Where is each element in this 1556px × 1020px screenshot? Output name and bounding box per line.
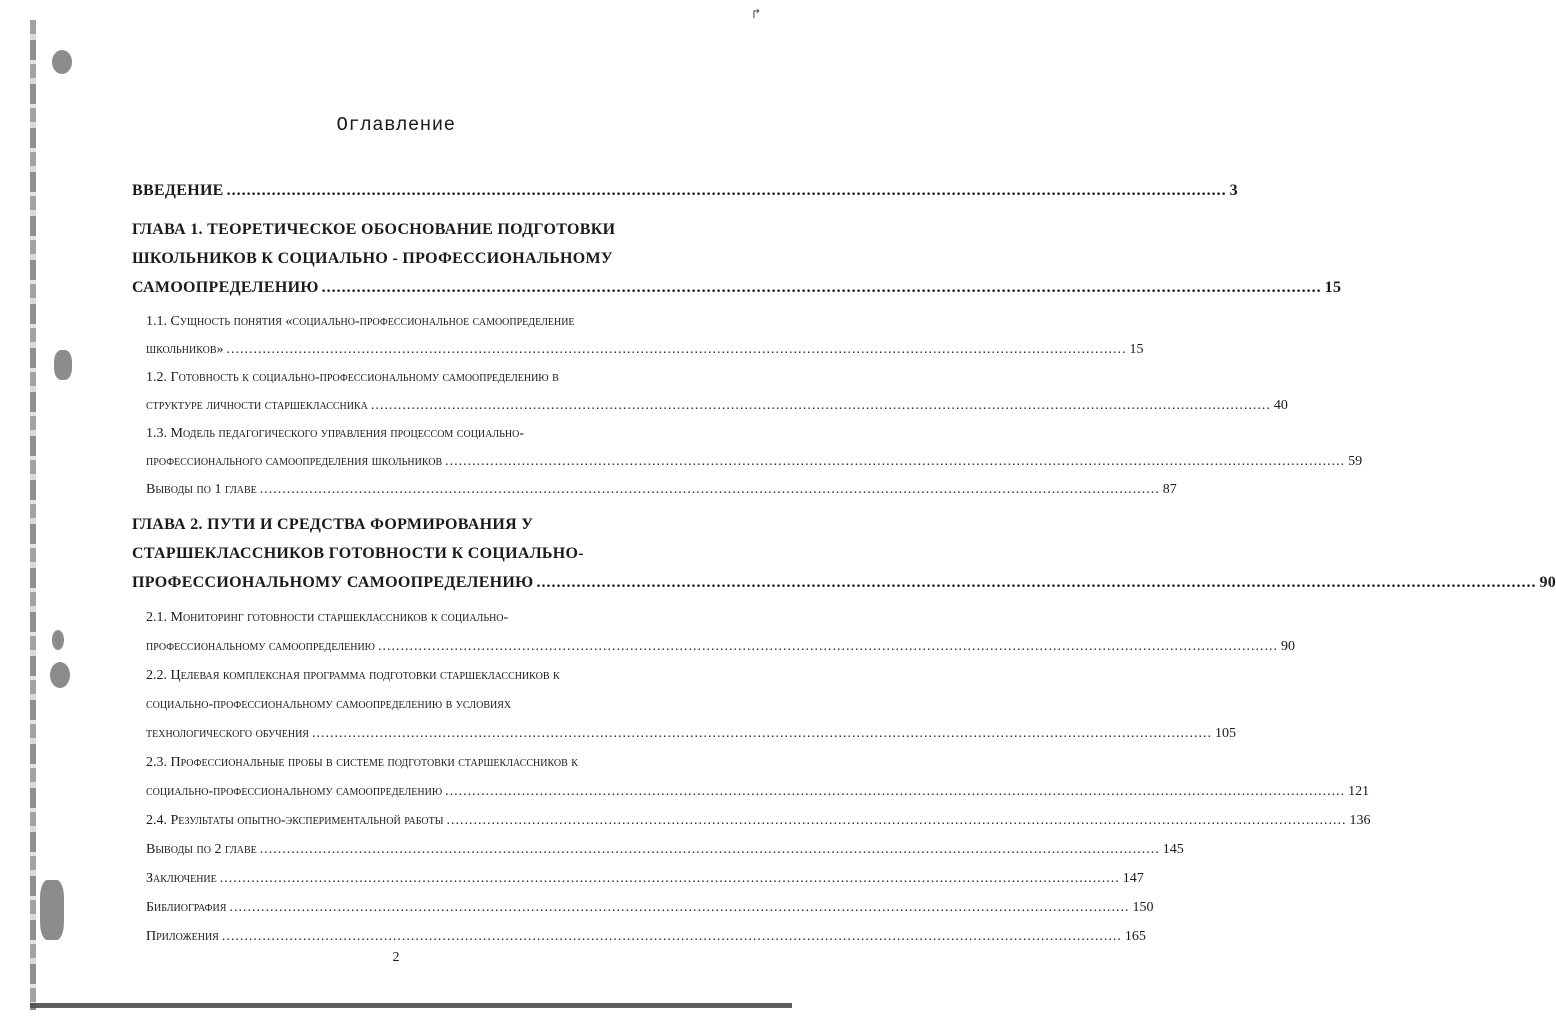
dot-leader: ........................................................................................................................................................................................................ — [370, 398, 1271, 413]
punch-hole-top — [52, 50, 72, 74]
toc-page-number: 136 — [1349, 813, 1371, 828]
toc-entry-text: 1.1. Сущность понятия «социально-профессиональное самоопределение — [146, 314, 575, 329]
toc-page-number: 105 — [1214, 726, 1236, 741]
scan-smudge — [54, 350, 72, 380]
toc-page-number: 121 — [1348, 784, 1370, 799]
toc-entry-conclusions-1 — [146, 476, 1177, 504]
toc-entry-text: 2.2. Целевая комплексная программа подготовки старшеклассников к — [146, 668, 560, 683]
toc-page-number: 59 — [1348, 454, 1363, 469]
dot-leader: ........................................................................................................................................................................................................ — [536, 574, 1537, 591]
dot-leader: ........................................................................................................................................................................................................ — [259, 842, 1160, 857]
toc-entry-text: ГЛАВА 1. ТЕОРЕТИЧЕСКОЕ ОБОСНОВАНИЕ ПОДГОТОВКИ — [132, 221, 616, 238]
toc-entry-text: Приложения — [146, 929, 219, 944]
toc-page-number: 3 — [1229, 182, 1238, 199]
dot-leader: ........................................................................................................................................................................................................ — [445, 454, 1346, 469]
toc-entry-text: Библиография — [146, 900, 227, 915]
toc-entry-section-2-3 — [146, 748, 1370, 806]
toc-page-number: 150 — [1132, 900, 1154, 915]
page-title: Оглавление — [336, 114, 456, 136]
dot-leader: ........................................................................................................................................................................................................ — [229, 900, 1130, 915]
toc-entry-text: социально-профессиональному самоопределению в условиях — [146, 697, 512, 712]
toc-page-number: 147 — [1122, 871, 1144, 886]
toc-entry-text: технологического обучения — [146, 726, 309, 741]
toc-entry-text: структуре личности старшеклассника — [146, 398, 368, 413]
toc-entry-text: социально-профессиональному самоопределению — [146, 784, 443, 799]
toc-entry-section-2-4 — [146, 806, 1371, 835]
toc-entry-text: Выводы по 2 главе — [146, 842, 257, 857]
toc-entry-text: 2.1. Мониторинг готовности старшеклассников к социально- — [146, 610, 509, 625]
dot-leader: ........................................................................................................................................................................................................ — [221, 929, 1122, 944]
toc-entry-text: 2.4. Результаты опытно-экспериментальной работы — [146, 813, 444, 828]
toc-entry-text: САМООПРЕДЕЛЕНИЮ — [132, 279, 319, 296]
toc-page-number: 90 — [1539, 574, 1556, 591]
dot-leader: ........................................................................................................................................................................................................ — [226, 182, 1227, 199]
table-of-contents — [132, 176, 1556, 951]
toc-entry-text: СТАРШЕКЛАССНИКОВ ГОТОВНОСТИ К СОЦИАЛЬНО- — [132, 545, 584, 562]
dot-leader: ........................................................................................................................................................................................................ — [445, 784, 1346, 799]
toc-page-number: 145 — [1162, 842, 1184, 857]
toc-entry-text: 1.2. Готовность к социально-профессиональному самоопределению в — [146, 370, 559, 385]
toc-entry-text: Заключение — [146, 871, 217, 886]
toc-entry-chapter-1 — [132, 215, 1342, 302]
toc-page-number: 15 — [1129, 342, 1144, 357]
toc-entry-text: 1.3. Модель педагогического управления процессом социально- — [146, 426, 524, 441]
scan-edge-bottom — [30, 1003, 792, 1008]
toc-entry-text: школьников» — [146, 342, 224, 357]
corner-mark: ↱ — [752, 6, 761, 22]
dot-leader: ........................................................................................................................................................................................................ — [219, 871, 1120, 886]
toc-entry-section-1-2 — [146, 364, 1288, 420]
toc-entry-text: ГЛАВА 2. ПУТИ И СРЕДСТВА ФОРМИРОВАНИЯ У — [132, 516, 534, 533]
page-number: 2 — [392, 950, 400, 965]
punch-hole-bottom — [50, 662, 70, 688]
toc-entry-appendices — [146, 922, 1146, 951]
dot-leader: ........................................................................................................................................................................................................ — [446, 813, 1347, 828]
toc-entry-text: Выводы по 1 главе — [146, 482, 257, 497]
toc-entry-section-1-3 — [146, 420, 1363, 476]
toc-entry-text: профессиональному самоопределению — [146, 639, 375, 654]
toc-entry-text: профессионального самоопределения школьников — [146, 454, 443, 469]
dot-leader: ........................................................................................................................................................................................................ — [377, 639, 1278, 654]
toc-entry-conclusion — [146, 864, 1144, 893]
toc-entry-intro — [132, 176, 1238, 205]
toc-page-number: 90 — [1280, 639, 1295, 654]
toc-entry-text: 2.3. Профессиональные пробы в системе подготовки старшеклассников к — [146, 755, 578, 770]
toc-page-number: 165 — [1124, 929, 1146, 944]
dot-leader: ........................................................................................................................................................................................................ — [259, 482, 1160, 497]
toc-entry-text: ВВЕДЕНИЕ — [132, 182, 224, 199]
toc-page-number: 15 — [1324, 279, 1342, 296]
scan-edge-left — [30, 20, 36, 1010]
toc-entry-section-2-1 — [146, 603, 1295, 661]
dot-leader: ........................................................................................................................................................................................................ — [226, 342, 1127, 357]
toc-entry-conclusions-2 — [146, 835, 1184, 864]
toc-page-number: 40 — [1273, 398, 1288, 413]
toc-entry-bibliography — [146, 893, 1154, 922]
toc-page-number: 87 — [1162, 482, 1177, 497]
toc-entry-text: ПРОФЕССИОНАЛЬНОМУ САМООПРЕДЕЛЕНИЮ — [132, 574, 534, 591]
scan-smudge — [52, 630, 64, 650]
dot-leader: ........................................................................................................................................................................................................ — [321, 279, 1322, 296]
scan-smudge — [40, 880, 64, 940]
toc-entry-text: ШКОЛЬНИКОВ К СОЦИАЛЬНО - ПРОФЕССИОНАЛЬНОМУ — [132, 250, 613, 267]
toc-entry-section-1-1 — [146, 308, 1144, 364]
toc-entry-chapter-2 — [132, 510, 1556, 597]
dot-leader: ........................................................................................................................................................................................................ — [311, 726, 1212, 741]
toc-entry-section-2-2 — [146, 661, 1236, 748]
